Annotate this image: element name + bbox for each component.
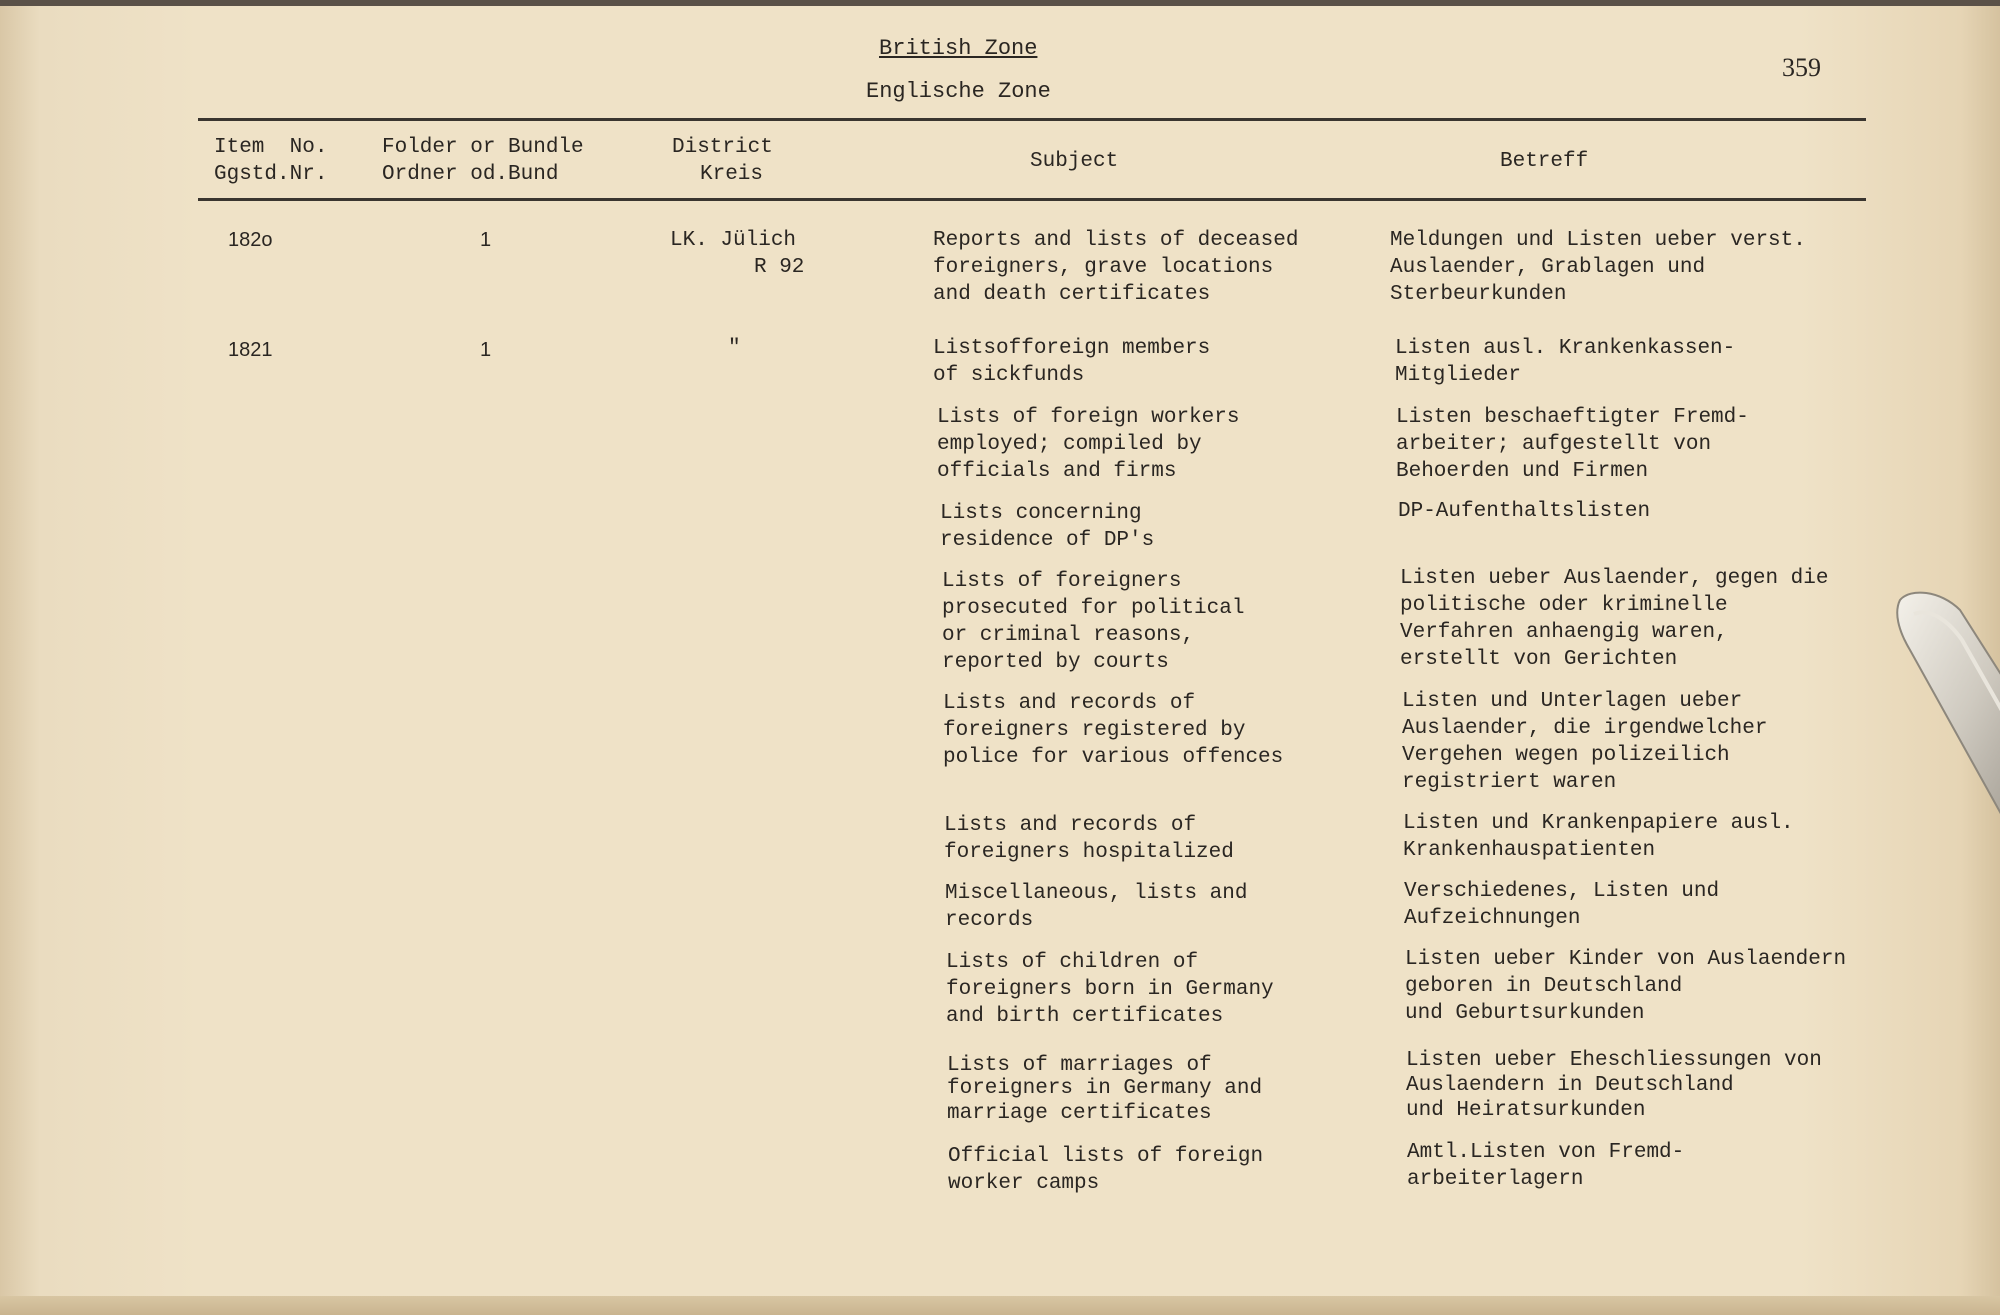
row-1821-folder: 1 xyxy=(480,339,492,361)
entry-6-subject-line-1: Lists and records of xyxy=(944,814,1197,837)
entry-9-subject-line-3: marriage certificates xyxy=(947,1102,1212,1125)
row-1820-betreff-line-3: Sterbeurkunden xyxy=(1390,283,1567,306)
entry-9-betreff-line-1: Listen ueber Eheschliessungen von xyxy=(1406,1049,1822,1072)
row-1820-betreff-line-2: Auslaender, Grablagen und xyxy=(1390,256,1706,279)
entry-8-subject-line-3: and birth certificates xyxy=(946,1005,1224,1028)
entry-1-betreff-line-1: Listen ausl. Krankenkassen- xyxy=(1395,337,1736,360)
row-1820-subject-line-1: Reports and lists of deceased xyxy=(933,229,1299,252)
col-subject-label: Subject xyxy=(1030,150,1119,173)
row-1820-subject-line-3: and death certificates xyxy=(933,283,1211,306)
entry-9-subject-line-2: foreigners in Germany and xyxy=(947,1077,1263,1100)
col-item-label-1: Item No. xyxy=(214,136,328,159)
bottom-edge xyxy=(0,1296,2000,1315)
entry-8-subject-line-1: Lists of children of xyxy=(946,951,1199,974)
row-1820-district-1: LK. Jülich xyxy=(670,229,797,252)
entry-9-betreff-line-3: und Heiratsurkunden xyxy=(1406,1099,1646,1122)
entry-6-subject-line-2: foreigners hospitalized xyxy=(944,841,1234,864)
entry-4-subject-line-2: prosecuted for political xyxy=(942,597,1245,620)
entry-3-subject-line-2: residence of DP's xyxy=(940,529,1155,552)
entry-9-betreff-line-2: Auslaendern in Deutschland xyxy=(1406,1074,1734,1097)
row-1820-item: 182o xyxy=(228,229,273,251)
col-item-label-2: Ggstd.Nr. xyxy=(214,163,328,186)
entry-4-betreff-line-2: politische oder kriminelle xyxy=(1400,594,1728,617)
entry-2-betreff-line-1: Listen beschaeftigter Fremd- xyxy=(1396,406,1749,429)
entry-5-betreff-line-4: registriert waren xyxy=(1402,771,1617,794)
entry-2-betreff-line-2: arbeiter; aufgestellt von xyxy=(1396,433,1712,456)
col-folder-label-2: Ordner od.Bund xyxy=(382,163,559,186)
entry-9-subject-line-1: Lists of marriages of xyxy=(947,1054,1212,1077)
entry-5-subject-line-1: Lists and records of xyxy=(943,692,1196,715)
entry-8-betreff-line-2: geboren in Deutschland xyxy=(1405,975,1683,998)
row-1820-district-2: R 92 xyxy=(754,256,805,279)
entry-1-subject-line-1: Listsofforeign members xyxy=(933,337,1211,360)
entry-8-betreff-line-1: Listen ueber Kinder von Auslaendern xyxy=(1405,948,1847,971)
entry-5-subject-line-2: foreigners registered by xyxy=(943,719,1246,742)
entry-6-betreff-line-2: Krankenhauspatienten xyxy=(1403,839,1656,862)
entry-5-betreff-line-1: Listen und Unterlagen ueber xyxy=(1402,690,1743,713)
entry-4-subject-line-4: reported by courts xyxy=(942,651,1169,674)
col-district-label-1: District xyxy=(672,136,773,159)
entry-8-subject-line-2: foreigners born in Germany xyxy=(946,978,1274,1001)
entry-10-subject-line-2: worker camps xyxy=(948,1172,1100,1195)
entry-2-subject-line-2: employed; compiled by xyxy=(937,433,1202,456)
zone-title-de: Englische Zone xyxy=(866,79,1051,104)
entry-7-betreff-line-2: Aufzeichnungen xyxy=(1404,907,1581,930)
page-number: 359 xyxy=(1782,53,1821,82)
entry-4-betreff-line-3: Verfahren anhaengig waren, xyxy=(1400,621,1728,644)
col-district-label-2: Kreis xyxy=(700,163,764,186)
entry-2-betreff-line-3: Behoerden und Firmen xyxy=(1396,460,1649,483)
entry-7-betreff-line-1: Verschiedenes, Listen und xyxy=(1404,880,1720,903)
entry-2-subject-line-1: Lists of foreign workers xyxy=(937,406,1240,429)
entry-10-subject-line-1: Official lists of foreign xyxy=(948,1145,1264,1168)
entry-5-betreff-line-2: Auslaender, die irgendwelcher xyxy=(1402,717,1768,740)
entry-5-subject-line-3: police for various offences xyxy=(943,746,1284,769)
entry-7-subject-line-1: Miscellaneous, lists and xyxy=(945,882,1248,905)
entry-4-betreff-line-1: Listen ueber Auslaender, gegen die xyxy=(1400,567,1829,590)
entry-4-betreff-line-4: erstellt von Gerichten xyxy=(1400,648,1678,671)
entry-2-subject-line-3: officials and firms xyxy=(937,460,1177,483)
entry-4-subject-line-3: or criminal reasons, xyxy=(942,624,1195,647)
row-1820-folder: 1 xyxy=(480,229,492,251)
row-1820-subject-line-2: foreigners, grave locations xyxy=(933,256,1274,279)
col-betreff-label: Betreff xyxy=(1500,150,1589,173)
entry-4-subject-line-1: Lists of foreigners xyxy=(942,570,1182,593)
entry-3-betreff-line-1: DP-Aufenthaltslisten xyxy=(1398,500,1651,523)
col-folder-label-1: Folder or Bundle xyxy=(382,136,584,159)
top-edge xyxy=(0,0,2000,6)
entry-8-betreff-line-3: und Geburtsurkunden xyxy=(1405,1002,1645,1025)
entry-1-betreff-line-2: Mitglieder xyxy=(1395,364,1522,387)
entry-10-betreff-line-2: arbeiterlagern xyxy=(1407,1168,1584,1191)
header-rule-top xyxy=(198,118,1866,121)
row-1821-item: 1821 xyxy=(228,339,273,361)
zone-title-en: British Zone xyxy=(879,36,1038,61)
row-1820-betreff-line-1: Meldungen und Listen ueber verst. xyxy=(1390,229,1806,252)
header-rule-bottom xyxy=(198,198,1866,201)
entry-1-subject-line-2: of sickfunds xyxy=(933,364,1085,387)
entry-6-betreff-line-1: Listen und Krankenpapiere ausl. xyxy=(1403,812,1794,835)
entry-5-betreff-line-3: Vergehen wegen polizeilich xyxy=(1402,744,1730,767)
row-1821-district-ditto: " xyxy=(728,337,741,360)
tweezers-artifact xyxy=(1890,590,2000,850)
entry-7-subject-line-2: records xyxy=(945,909,1034,932)
entry-3-subject-line-1: Lists concerning xyxy=(940,502,1142,525)
entry-10-betreff-line-1: Amtl.Listen von Fremd- xyxy=(1407,1141,1685,1164)
